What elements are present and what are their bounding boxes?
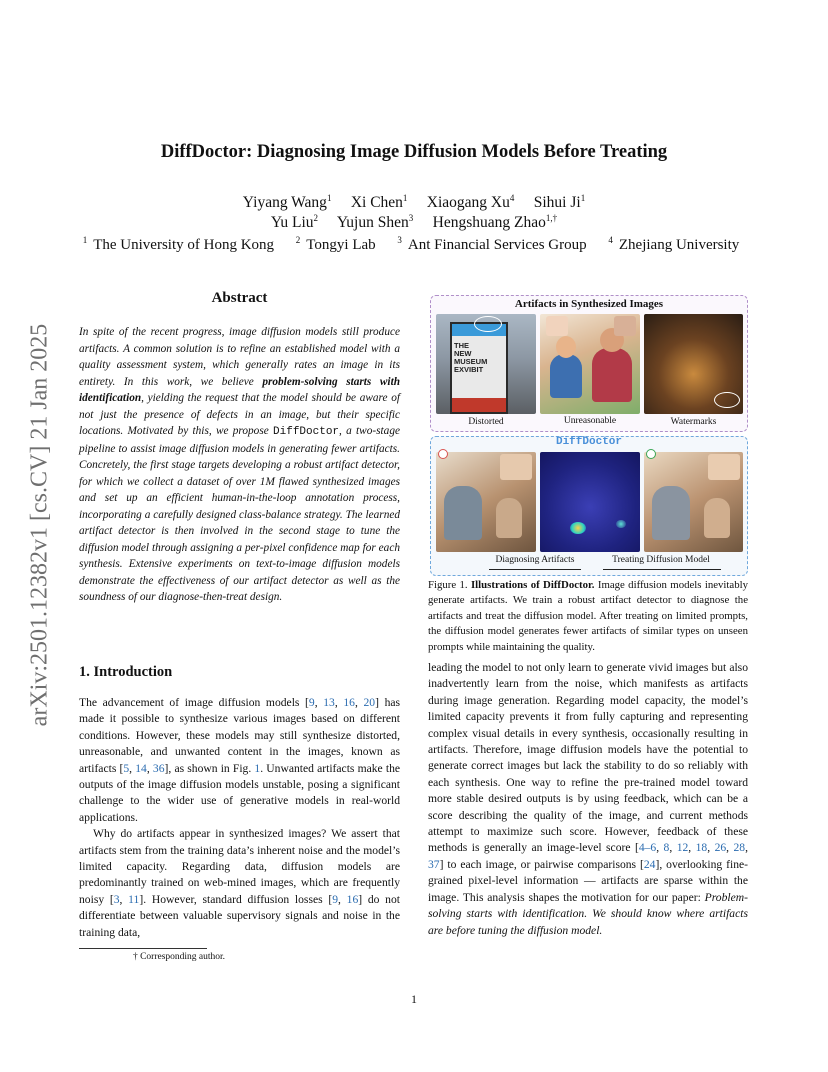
label-treating: Treating Diffusion Model <box>612 555 710 565</box>
hand-zoom-inset <box>708 454 740 480</box>
artifacts-panel-title: Artifacts in Synthesized Images <box>514 298 664 310</box>
citation-link[interactable]: 18 <box>695 841 708 855</box>
child-figure <box>704 498 730 538</box>
intro-left-column <box>79 695 400 941</box>
abstract-text: In spite of the recent progress, image diffusion models still produce artifacts. A common solution is to refine an established model with a quality assessment system, which generally rates an image in its entirety. In this work, we believe problem-solving starts with identification, yielding the request that the model should be aware of not just the presence of defects in an image, but their specific locations. Motivated by this, we propose DiffDoctor, a two-stage pipeline to assist image diffusion models in generating fewer artifacts. Concretely, the first stage targets developing a robust artifact detector, for which we collect a dataset of over 1M flawed synthesized images and set up an efficient human-in-the-loop annotation process, incorporating a carefully designed class-balance strategy. The learned artifact detector is then involved in the second stage to tune the diffusion model through assigning a per-pixel confidence map for each synthesis. Extensive experiments on text-to-image diffusion models demonstrate the effectiveness of our artifact detector as well as the soundness of our diagnose-then-treat design. <box>79 326 400 603</box>
author: Xiaogang Xu$^4$ <box>426 193 515 212</box>
hand-zoom-inset <box>500 454 532 480</box>
figure-1 <box>430 295 748 577</box>
citation-link[interactable]: 12 <box>676 841 689 855</box>
watermarks-image <box>644 314 743 414</box>
citation-link[interactable]: 24 <box>643 857 656 871</box>
distorted-image <box>436 314 536 414</box>
citation-link[interactable]: 11 <box>128 892 140 906</box>
abstract-heading: Abstract <box>211 290 268 306</box>
sign-text: THE NEW MUSEUM EXVIBIT <box>454 341 488 374</box>
citation-link[interactable]: 5 <box>123 761 130 775</box>
figure-caption: Figure 1. Illustrations of DiffDoctor. Image diffusion models inevitably generate artifacts. We train a robust artifact detector to diagnose the artifacts and treat the diffusion model. After treating on limited prompts, the diffusion model generates fewer artifacts of similar types on unseen prompts while maintaining the quality. <box>428 579 748 653</box>
artifacts-panel <box>430 295 748 432</box>
method-name: DiffDoctor <box>273 426 340 438</box>
heatmap-hotspot <box>616 520 626 528</box>
child-figure <box>496 498 522 538</box>
hand-zoom-inset <box>546 316 568 336</box>
arxiv-id: arXiv:2501.12382v1 [cs.CV] 21 Jan 2025 <box>26 323 53 727</box>
citation-link[interactable]: 26 <box>714 841 727 855</box>
intro-right-column <box>428 660 748 939</box>
artifact-heatmap-image <box>540 452 640 552</box>
authors-line-1 <box>0 193 828 212</box>
author: Yiyang Wang$^1$ <box>242 193 332 212</box>
input-image <box>436 452 536 552</box>
arrow <box>603 569 721 570</box>
label-diagnosing: Diagnosing Artifacts <box>495 555 575 565</box>
unreasonable-image <box>540 314 640 414</box>
museum-sign <box>450 322 508 414</box>
citation-link[interactable]: 9 <box>332 892 339 906</box>
citation-link[interactable]: 16 <box>346 892 359 906</box>
author: Yujun Shen$^3$ <box>336 213 414 232</box>
page-number: 1 <box>411 992 417 1006</box>
citation-link[interactable]: 3 <box>113 892 120 906</box>
author: Sihui Ji$^1$ <box>533 193 586 212</box>
footnote: † Corresponding author. <box>132 952 226 962</box>
citation-link[interactable]: 14 <box>135 761 147 775</box>
child-figure <box>550 354 582 398</box>
affiliation: $^1$ The University of Hong Kong <box>82 235 275 253</box>
citation-link[interactable]: 37 <box>428 857 440 871</box>
section-heading: 1. Introduction <box>79 664 173 680</box>
woman-figure <box>592 348 632 402</box>
paragraph: The advancement of image diffusion models [9, 13, 16, 20] has made it possible to synthesize various images based on different conditions. However, these models may still synthesize distorted, unreasonable, and unwanted content in the images, known as artifacts [5, 14, 36], as shown in Fig. 1. Unwanted artifacts make the outputs of the image diffusion models unstable, posing a significant challenge to the wider use of generative models in real-world applications. <box>79 696 401 824</box>
figure-link[interactable]: 1 <box>254 761 261 775</box>
paragraph: Why do artifacts appear in synthesized images? We assert that artifacts stem from the training data’s inherent noise and the model’s limited capacity. Regarding data, diffusion models are predominantly trained on web-mined images, which are frequently noisy [3, 11]. However, standard diffusion losses [9, 16] do not differentiate between valuable supervisory signals and noise in the training data, <box>79 827 400 939</box>
label-unreasonable: Unreasonable <box>563 416 617 426</box>
label-distorted: Distorted <box>468 417 504 427</box>
watermark-circle <box>714 392 740 408</box>
affiliation: $^4$ Zhejiang University <box>608 235 740 253</box>
sign-base <box>452 398 506 412</box>
citation-link[interactable]: 13 <box>323 696 335 709</box>
footnote-rule <box>79 948 207 949</box>
grandmother-figure <box>652 486 690 540</box>
affiliation: $^2$ Tongyi Lab <box>295 235 376 253</box>
arxiv-sidebar <box>18 290 62 760</box>
artifact-circle <box>474 316 502 332</box>
authors-line-2 <box>0 213 828 232</box>
paragraph: leading the model to not only learn to generate vivid images but also inadvertently learn from the noise, which manifests as artifacts during image generation. Regarding model capacity, the model’s limited capacity prevents it from fully capturing and representing complex visual details in every synthesis, occasionally resulting in artifacts. Therefore, image diffusion models have the potential to generate correct images but lack the stability to do so reliably with each synthesis. One way to refine the pre-trained model toward more stable desired outputs is by using feedback, which can be a score describing the quality of the image, and current methods attempt to maximize such score. However, feedback of these methods is generally an image-level score [4–6, 8, 12, 18, 26, 28, 37] to each image, or pairwise comparisons [24], overlooking fine-grained pixel-level information — artifacts are sparse within the image. This analysis shapes the motivation for our paper: Problem-solving starts with identification. We should know where artifacts are before tuning the diffusion model. <box>428 661 749 937</box>
citation-link[interactable]: 36 <box>152 761 165 775</box>
author: Yu Liu$^2$ <box>270 213 319 232</box>
abstract-emphasis: problem-solving starts with identification <box>79 375 400 404</box>
diffdoctor-panel-title: DiffDoctor <box>555 436 622 448</box>
grandmother-figure <box>444 486 482 540</box>
check-icon <box>646 449 656 459</box>
heatmap-hotspot <box>570 522 586 534</box>
citation-link[interactable]: 9 <box>308 696 315 709</box>
treated-image <box>644 452 743 552</box>
affiliations <box>0 235 828 254</box>
label-watermarks: Watermarks <box>670 417 717 427</box>
diffdoctor-panel <box>430 436 748 576</box>
citation-link[interactable]: 16 <box>343 696 355 709</box>
author: Hengshuang Zhao$^{1,\dagger}$ <box>432 213 558 232</box>
hand-zoom-inset <box>614 316 636 336</box>
citation-link[interactable]: 28 <box>733 841 746 855</box>
author: Xi Chen$^1$ <box>350 193 408 212</box>
paper-title: DiffDoctor: Diagnosing Image Diffusion Models Before Treating <box>160 142 668 162</box>
affiliation: $^3$ Ant Financial Services Group <box>397 235 587 253</box>
motivation-statement: Problem-solving starts with identification. We should know where artifacts are before tuning the diffusion model. <box>428 890 748 937</box>
citation-link[interactable]: 8 <box>663 841 670 855</box>
citation-link[interactable]: 20 <box>363 696 376 709</box>
arrow <box>489 569 581 570</box>
citation-link[interactable]: 4–6 <box>638 841 657 855</box>
child-face <box>556 336 576 358</box>
cross-icon <box>438 449 448 459</box>
